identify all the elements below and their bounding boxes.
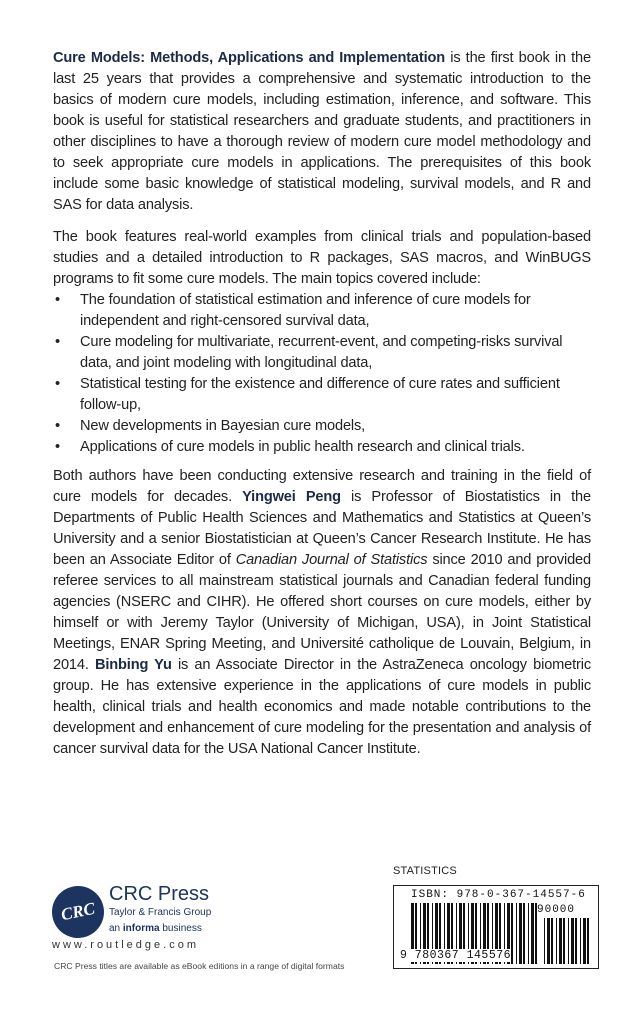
isbn-label: ISBN: 978-0-367-14557-6: [411, 889, 586, 901]
author2-bio: is an Associate Director in the AstraZeneca oncology biometric group. He has extensive experience in the applications of cure models in public health, clinical trials and health economics and made notable contributions to the development and enhancement of cure modeling for the presentation and analysis of cancer survival data for the USA National Cancer Institute.: [53, 657, 591, 757]
barcode-bar: [575, 918, 577, 964]
barcode-bar: [519, 903, 522, 964]
publisher-group: Taylor & Francis Group: [109, 907, 212, 918]
business-suffix: business: [159, 923, 202, 934]
journal-name: Canadian Journal of Statistics: [235, 552, 428, 568]
features-intro: The book features real-world examples from clinical trials and population-based studies and a detailed introduction to R packages, SAS macros, and WinBUGS programs to fit some cure models. The main topics covered include:: [53, 229, 591, 287]
topic-item: • The foundation of statistical estimation and inference of cure models for independent and right-censored survival data,: [53, 290, 591, 332]
category-label: STATISTICS: [393, 865, 457, 877]
topic-item: • Applications of cure models in public health research and clinical trials.: [53, 437, 591, 458]
price-code: 90000: [537, 904, 576, 916]
barcode-bar: [516, 903, 517, 964]
description-paragraph-1: [53, 48, 591, 216]
topic-item: • Statistical testing for the existence and difference of cure rates and sufficient follow-up,: [53, 374, 591, 416]
description-text: is the first book in the last 25 years that provides a comprehensive and systematic introduction to the basics of modern cure models, including estimation, inference, and software. This book is useful for statistical researchers and graduate students, and practitioners in other disciplines to have a thorough review of modern cure model methodology and to seek appropriate cure models in applications. The prerequisites of this book include some basic knowledge of statistical modeling, survival models, and R and SAS for data analysis.: [53, 50, 591, 213]
authors-intro: Both authors have been conducting extensive research and training in the field of cure models for decades.: [53, 468, 591, 505]
publisher-name: CRC Press: [109, 883, 210, 905]
book-title: Cure Models: Methods, Applications and Implementation: [53, 50, 446, 66]
barcode-bar: [587, 918, 589, 964]
author2-name: Binbing Yu: [94, 657, 172, 673]
authors-paragraph: [53, 466, 591, 760]
barcode-bar: [563, 918, 565, 964]
publisher-url: www.routledge.com: [52, 939, 199, 951]
barcode-bar: [511, 903, 513, 964]
barcode-addon-bars: [544, 918, 592, 964]
isbn-barcode: [393, 885, 599, 969]
publisher-business: [109, 923, 202, 934]
ebook-note: CRC Press titles are available as eBook editions in a range of digital formats: [54, 961, 345, 971]
topic-item: • Cure modeling for multivariate, recurrent-event, and competing-risks survival data, and joint modeling with longitudinal data,: [53, 332, 591, 374]
barcode-bar: [583, 918, 586, 964]
barcode-bar: [556, 918, 557, 964]
barcode-digits: 9 780367 145576: [400, 949, 512, 962]
author1-bio: is Professor of Biostatistics in the Departments of Public Health Sciences and Mathematics and Statistics at Queen’s University and a senior Biostatistician at Queen’s Cancer Research Institute. He has been an Associate Editor of: [53, 489, 591, 568]
barcode-bar: [547, 918, 550, 964]
crc-logo-icon: CRC: [47, 881, 109, 943]
topics-list: [53, 290, 591, 458]
business-bold: informa: [122, 923, 160, 934]
barcode-bar: [551, 918, 553, 964]
barcode-bar: [571, 918, 574, 964]
barcode-bar: [580, 918, 581, 964]
topic-item: • New developments in Bayesian cure models,: [53, 416, 591, 437]
barcode-bar: [523, 903, 525, 964]
barcode-bar: [531, 903, 534, 964]
description-paragraph-2: [53, 227, 591, 458]
barcode-bar: [544, 918, 545, 964]
barcode-bar: [559, 918, 562, 964]
publisher-logo: [40, 880, 360, 980]
business-prefix: an: [109, 923, 123, 934]
author1-name: Yingwei Peng: [242, 489, 341, 505]
barcode-bar: [568, 918, 569, 964]
author1-bio-cont: since 2010 and provided referee services to all mainstream statistical journals and Canadian federal funding agencies (NSERC and CIHR). He offered short courses on cure models, either by himself or with Jeremy Taylor (University of Michigan, USA), in Joint Statistical Meetings, ENAR Spring Meeting, and Université catholique de Louvain, Belgium, in 2014.: [53, 552, 591, 673]
barcode-bar: [528, 903, 529, 964]
